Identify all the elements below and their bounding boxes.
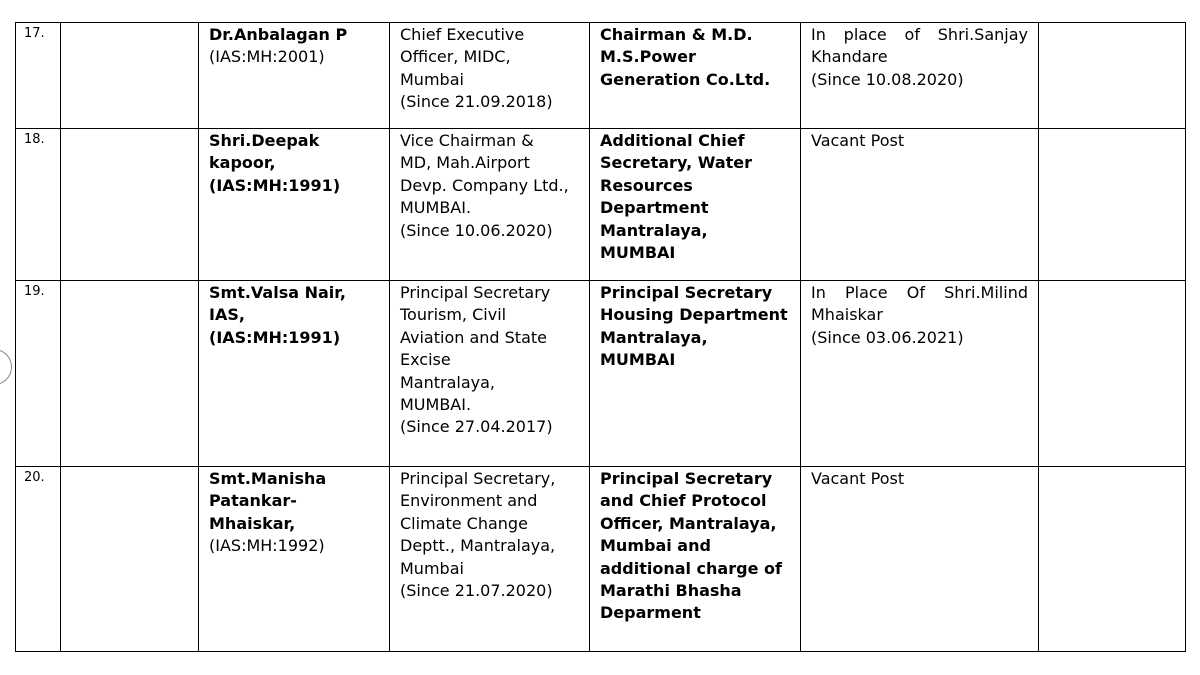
table-body [16, 23, 1186, 652]
new-posting-line: Chairman & M.D. [600, 25, 753, 44]
officer-name-cell [199, 467, 390, 652]
present-post-line: Mumbai [400, 69, 464, 89]
new-posting-line: Mantralaya, [600, 220, 708, 240]
remarks-line: Mhaiskar [811, 305, 883, 325]
present-post-line: (Since 21.07.2020) [400, 581, 553, 601]
officer-name-cell [199, 129, 390, 281]
officer-name-cell [199, 23, 390, 129]
empty-cell [1039, 467, 1186, 652]
empty-cell [61, 281, 199, 467]
officer-name-line: Mhaiskar, [209, 513, 296, 533]
present-post-line: (Since 27.04.2017) [400, 417, 553, 437]
remarks-cell [801, 281, 1039, 467]
present-post-line: MUMBAI. [400, 198, 472, 218]
remarks-cell [801, 129, 1039, 281]
remarks-line: (Since 03.06.2021) [811, 327, 964, 347]
serial-number: 20. [24, 470, 45, 485]
present-post-cell [390, 23, 590, 129]
remarks-line: Vacant Post [811, 469, 905, 488]
officer-name-line: kapoor, [209, 153, 276, 173]
officer-name-line: (IAS:MH:1991) [209, 327, 341, 347]
new-posting-cell [590, 467, 801, 652]
new-posting-line: Resources [600, 175, 693, 195]
present-post-line: Environment and [400, 491, 538, 511]
officer-name-line: Dr.Anbalagan P [209, 25, 348, 44]
serial-number-cell [16, 23, 61, 129]
table-row [16, 281, 1186, 467]
remarks-cell [801, 467, 1039, 652]
remarks-cell [801, 23, 1039, 129]
present-post-line: Principal Secretary, [400, 469, 556, 488]
present-post-line: (Since 21.09.2018) [400, 92, 553, 112]
new-posting-cell [590, 281, 801, 467]
present-post-line: Aviation and State [400, 327, 547, 347]
officer-name-line: Smt.Valsa Nair, [209, 283, 346, 302]
table-row [16, 129, 1186, 281]
officer-name-line: Smt.Manisha [209, 469, 327, 488]
new-posting-line: Marathi Bhasha [600, 581, 742, 601]
officer-name-line: (IAS:MH:1992) [209, 536, 325, 556]
empty-cell [1039, 23, 1186, 129]
empty-cell [1039, 129, 1186, 281]
present-post-line: Vice Chairman & [400, 131, 534, 150]
new-posting-line: and Chief Protocol [600, 491, 767, 511]
new-posting-line: Deparment [600, 603, 701, 623]
officer-transfer-table [15, 22, 1186, 652]
new-posting-line: Housing Department [600, 305, 788, 325]
serial-number-cell [16, 129, 61, 281]
present-post-line: Mumbai [400, 558, 464, 578]
new-posting-line: Mumbai and [600, 536, 711, 556]
officer-name-line: Shri.Deepak [209, 131, 320, 150]
remarks-line: (Since 10.08.2020) [811, 69, 964, 89]
new-posting-line: Generation Co.Ltd. [600, 69, 771, 89]
present-post-line: Officer, MIDC, [400, 47, 511, 67]
serial-number: 18. [24, 132, 45, 147]
remarks-line: In place of Shri.Sanjay [811, 25, 1028, 44]
present-post-line: Deptt., Mantralaya, [400, 536, 556, 556]
present-post-line: Tourism, Civil [400, 305, 507, 325]
serial-number-cell [16, 467, 61, 652]
new-posting-line: additional charge of [600, 558, 782, 578]
new-posting-line: Department [600, 198, 709, 218]
new-posting-line: Principal Secretary [600, 469, 773, 488]
serial-number: 17. [24, 26, 45, 41]
present-post-line: Mantralaya, [400, 372, 496, 392]
remarks-line: Khandare [811, 47, 888, 67]
new-posting-line: Officer, Mantralaya, [600, 513, 777, 533]
table-row [16, 23, 1186, 129]
present-post-line: Climate Change [400, 513, 528, 533]
new-posting-line: Mantralaya, [600, 327, 708, 347]
present-post-line: Excise [400, 350, 451, 370]
serial-number-cell [16, 281, 61, 467]
new-posting-line: MUMBAI [600, 350, 676, 370]
empty-cell [61, 467, 199, 652]
present-post-line: (Since 10.06.2020) [400, 220, 553, 240]
present-post-line: Chief Executive [400, 25, 525, 44]
present-post-cell [390, 129, 590, 281]
new-posting-line: MUMBAI [600, 243, 676, 263]
officer-name-cell [199, 281, 390, 467]
officer-name-line: IAS, [209, 305, 245, 325]
new-posting-line: Additional Chief [600, 131, 745, 150]
present-post-line: Devp. Company Ltd., [400, 175, 569, 195]
table-row [16, 467, 1186, 652]
officer-name-line: (IAS:MH:2001) [209, 47, 325, 67]
new-posting-line: Principal Secretary [600, 283, 773, 302]
present-post-line: Principal Secretary [400, 283, 551, 302]
serial-number: 19. [24, 284, 45, 299]
empty-cell [61, 129, 199, 281]
new-posting-line: Secretary, Water [600, 153, 753, 173]
empty-cell [1039, 281, 1186, 467]
remarks-line: In Place Of Shri.Milind [811, 283, 1028, 302]
present-post-cell [390, 467, 590, 652]
remarks-line: Vacant Post [811, 131, 905, 150]
present-post-line: MUMBAI. [400, 395, 472, 415]
present-post-line: MD, Mah.Airport [400, 153, 530, 173]
new-posting-line: M.S.Power [600, 47, 696, 67]
present-post-cell [390, 281, 590, 467]
new-posting-cell [590, 129, 801, 281]
officer-name-line: (IAS:MH:1991) [209, 175, 341, 195]
page-edge-circle [0, 349, 12, 385]
empty-cell [61, 23, 199, 129]
officer-name-line: Patankar- [209, 491, 297, 511]
new-posting-cell [590, 23, 801, 129]
